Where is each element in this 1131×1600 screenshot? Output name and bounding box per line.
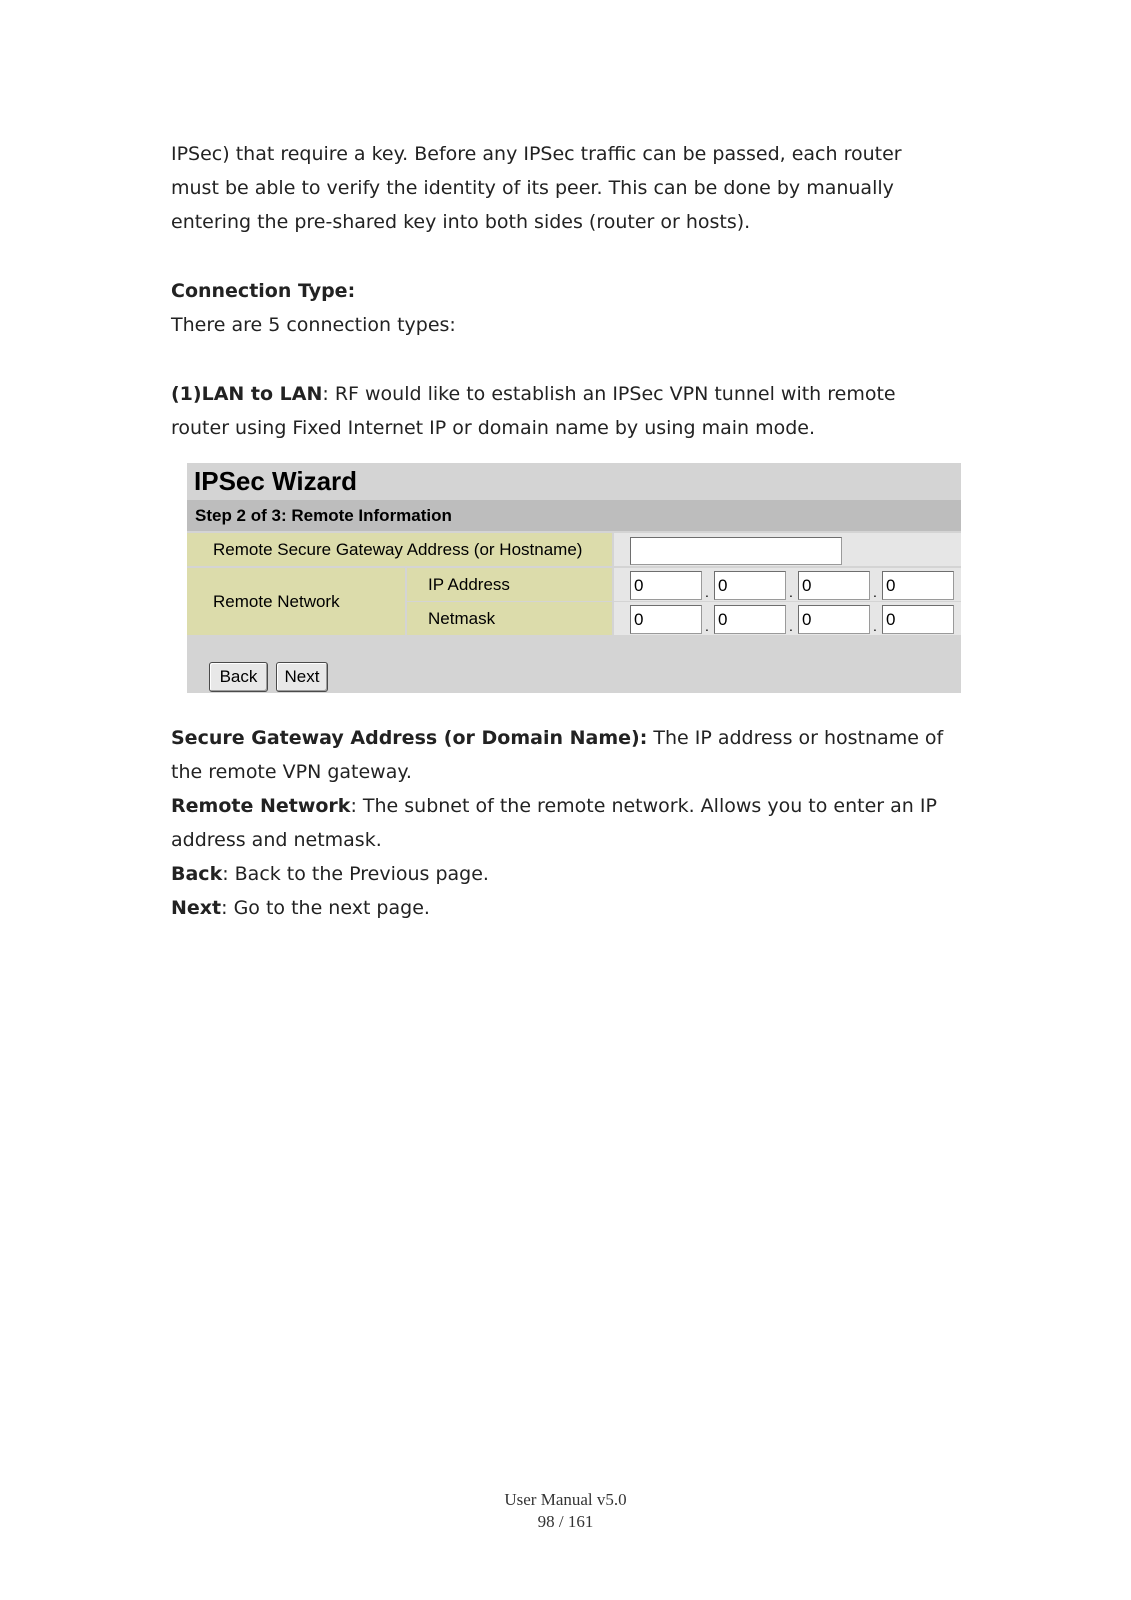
- ip-octet-4-input[interactable]: 0: [882, 571, 954, 600]
- gateway-description: [171, 721, 964, 755]
- connection-type-section: [171, 274, 964, 342]
- lan-to-lan-line-1: : RF would like to establish an IPSec VPN tunnel with remote: [322, 383, 896, 405]
- next-desc: : Go to the next page.: [221, 897, 430, 919]
- gateway-desc-line-2: the remote VPN gateway.: [171, 761, 412, 783]
- gateway-term: Secure Gateway Address (or Domain Name):: [171, 727, 648, 749]
- remote-network-label: Remote Network: [187, 568, 405, 635]
- ip-address-label: IP Address: [407, 568, 612, 601]
- gateway-desc-line-1: The IP address or hostname of: [647, 727, 944, 749]
- back-term: Back: [171, 863, 223, 885]
- wizard-title: IPSec Wizard: [187, 463, 961, 500]
- back-button[interactable]: Back: [209, 662, 268, 692]
- ip-octet-2-input[interactable]: 0: [714, 571, 786, 600]
- footer-page-number: 98 / 161: [537, 1512, 594, 1531]
- ip-octet-3-input[interactable]: 0: [798, 571, 870, 600]
- remote-network-description: [171, 789, 964, 823]
- footer-manual-version: User Manual v5.0: [504, 1490, 627, 1509]
- ipsec-wizard-screenshot: [187, 463, 961, 693]
- netmask-octet-4-input[interactable]: 0: [882, 605, 954, 634]
- connection-type-text: There are 5 connection types:: [171, 314, 456, 336]
- intro-line-1: IPSec) that require a key. Before any IPSec traffic can be passed, each router: [171, 143, 902, 165]
- wizard-step-header: Step 2 of 3: Remote Information: [187, 500, 961, 531]
- remote-network-term: Remote Network: [171, 795, 351, 817]
- intro-line-2: must be able to verify the identity of its peer. This can be done by manually: [171, 177, 894, 199]
- netmask-separator: .: [705, 618, 709, 634]
- lan-to-lan-section: [171, 377, 964, 445]
- netmask-octet-1-input[interactable]: 0: [630, 605, 702, 634]
- remote-network-description-cont: [171, 823, 964, 925]
- gateway-address-input[interactable]: [630, 537, 842, 565]
- remote-desc-line-2: address and netmask.: [171, 829, 382, 851]
- ip-separator: .: [705, 584, 709, 600]
- intro-line-3: entering the pre-shared key into both sides (router or hosts).: [171, 211, 751, 233]
- netmask-separator: .: [873, 618, 877, 634]
- netmask-octet-2-input[interactable]: 0: [714, 605, 786, 634]
- netmask-octet-3-input[interactable]: 0: [798, 605, 870, 634]
- lan-to-lan-line-2: router using Fixed Internet IP or domain name by using main mode.: [171, 417, 816, 439]
- ip-separator: .: [873, 584, 877, 600]
- gateway-description-cont: [171, 755, 964, 789]
- netmask-separator: .: [789, 618, 793, 634]
- netmask-label: Netmask: [407, 602, 612, 635]
- gateway-label: Remote Secure Gateway Address (or Hostname): [187, 533, 612, 566]
- connection-type-heading: Connection Type:: [171, 280, 356, 302]
- back-desc: : Back to the Previous page.: [222, 863, 489, 885]
- lan-to-lan-label: (1)LAN to LAN: [171, 383, 323, 405]
- remote-desc-line-1: : The subnet of the remote network. Allows you to enter an IP: [350, 795, 937, 817]
- ip-separator: .: [789, 584, 793, 600]
- next-button[interactable]: Next: [276, 662, 328, 692]
- intro-paragraph: [171, 137, 964, 239]
- next-term: Next: [171, 897, 222, 919]
- ip-octet-1-input[interactable]: 0: [630, 571, 702, 600]
